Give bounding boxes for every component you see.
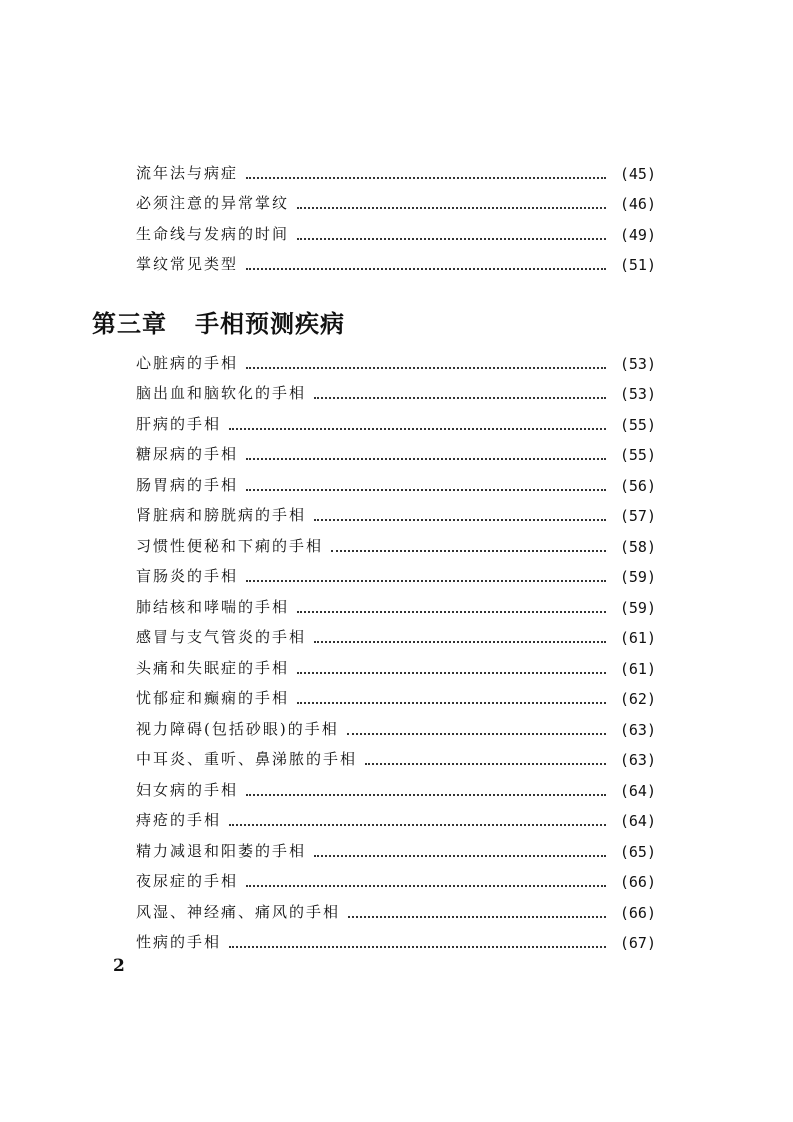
toc-entry — [136, 373, 656, 404]
dot-leader — [314, 509, 606, 521]
dot-leader — [365, 753, 606, 765]
toc-entry-page: (46) — [619, 195, 656, 213]
toc-entry-title: 痔疮的手相 — [136, 811, 222, 829]
toc-entry — [136, 495, 656, 526]
chapter-title: 手相预测疾病 — [195, 310, 345, 338]
dot-leader — [246, 875, 606, 887]
toc-entry-title: 习惯性便秘和下痢的手相 — [136, 536, 324, 555]
toc-entry — [136, 891, 656, 922]
toc-entry-title: 性病的手相 — [136, 933, 222, 951]
toc-entry-title: 肾脏病和膀胱病的手相 — [136, 506, 307, 524]
toc-entry — [136, 861, 656, 892]
toc-entry — [136, 525, 656, 556]
toc-entry-title: 心脏病的手相 — [136, 353, 239, 372]
toc-entry — [136, 830, 656, 861]
dot-leader — [348, 906, 606, 918]
toc-entry — [136, 739, 656, 770]
toc-entry-title: 头痛和失眠症的手相 — [136, 658, 290, 677]
toc-entry-title: 糖尿病的手相 — [136, 445, 239, 463]
toc-entry-page: (49) — [619, 225, 656, 244]
dot-leader — [246, 570, 606, 582]
toc-entry — [136, 769, 656, 800]
toc-entry — [136, 556, 656, 587]
dot-leader — [297, 197, 606, 209]
toc-entry — [136, 213, 656, 244]
toc-entry-title: 风湿、神经痛、痛风的手相 — [136, 902, 341, 921]
toc-entry-page: (55) — [619, 415, 656, 434]
toc-entry-page: (65) — [619, 842, 656, 861]
toc-entry — [136, 403, 656, 434]
toc-entry-title: 中耳炎、重听、鼻涕脓的手相 — [136, 750, 358, 768]
toc-entry-page: (59) — [619, 598, 656, 617]
toc-entry — [136, 586, 656, 617]
dot-leader — [246, 784, 606, 796]
toc-entry — [136, 647, 656, 678]
toc-entry-title: 盲肠炎的手相 — [136, 567, 239, 585]
toc-entry-page: (64) — [619, 812, 656, 830]
toc-entry-page: (59) — [619, 568, 656, 586]
dot-leader — [297, 662, 606, 674]
toc-entry-title: 精力减退和阳萎的手相 — [136, 841, 307, 860]
toc-entry-page: (61) — [619, 629, 656, 647]
toc-entry-page: (61) — [619, 659, 656, 678]
dot-leader — [331, 540, 606, 552]
dot-leader — [246, 357, 606, 369]
toc-entry-page: (63) — [619, 751, 656, 769]
toc-entry-page: (62) — [619, 690, 656, 708]
toc-entry-title: 夜尿症的手相 — [136, 872, 239, 890]
toc-entry — [136, 464, 656, 495]
toc-entry-title: 肠胃病的手相 — [136, 475, 239, 494]
toc-entry — [136, 617, 656, 648]
toc-entry-page: (58) — [619, 537, 656, 556]
dot-leader — [246, 258, 606, 270]
dot-leader — [314, 845, 606, 857]
dot-leader — [314, 631, 606, 643]
toc-entry-page: (56) — [619, 476, 656, 495]
toc-entry-page: (45) — [619, 164, 656, 183]
toc-entry — [136, 152, 656, 183]
toc-entry-page: (57) — [619, 507, 656, 525]
toc-chapter-list — [136, 342, 656, 952]
dot-leader — [229, 814, 606, 826]
toc-entry — [136, 244, 656, 275]
toc-entry-title: 妇女病的手相 — [136, 780, 239, 799]
toc-entry-page: (55) — [619, 446, 656, 464]
toc-entry-title: 肺结核和哮喘的手相 — [136, 597, 290, 616]
toc-entry-title: 肝病的手相 — [136, 414, 222, 433]
chapter-heading — [92, 304, 345, 339]
toc-entry-page: (53) — [619, 385, 656, 403]
toc-entry — [136, 708, 656, 739]
dot-leader — [229, 936, 606, 948]
dot-leader — [297, 228, 606, 240]
toc-entry-page: (63) — [619, 720, 656, 739]
dot-leader — [246, 167, 606, 179]
toc-entry-title: 脑出血和脑软化的手相 — [136, 384, 307, 402]
dot-leader — [297, 601, 606, 613]
toc-entry-page: (64) — [619, 781, 656, 800]
toc-entry — [136, 183, 656, 214]
dot-leader — [229, 418, 606, 430]
toc-top-list — [136, 152, 656, 274]
toc-entry-page: (67) — [619, 934, 656, 952]
toc-entry-title: 掌纹常见类型 — [136, 255, 239, 273]
toc-entry-page: (66) — [619, 873, 656, 891]
toc-entry — [136, 800, 656, 831]
toc-entry-title: 视力障碍(包括砂眼)的手相 — [136, 719, 339, 738]
toc-entry-title: 感冒与支气管炎的手相 — [136, 628, 307, 646]
toc-entry-title: 忧郁症和癫痫的手相 — [136, 689, 290, 707]
toc-entry-title: 流年法与病症 — [136, 163, 239, 182]
toc-entry-page: (53) — [619, 354, 656, 373]
toc-entry-page: (51) — [619, 256, 656, 274]
toc-entry-title: 生命线与发病的时间 — [136, 224, 290, 243]
toc-entry-page: (66) — [619, 903, 656, 922]
chapter-number: 第三章 — [92, 310, 167, 338]
toc-entry — [136, 342, 656, 373]
dot-leader — [297, 692, 606, 704]
dot-leader — [246, 448, 606, 460]
toc-entry-title: 必须注意的异常掌纹 — [136, 194, 290, 212]
toc-entry — [136, 922, 656, 953]
dot-leader — [246, 479, 606, 491]
dot-leader — [314, 387, 606, 399]
toc-entry — [136, 678, 656, 709]
page-number: 2 — [113, 956, 125, 976]
toc-entry — [136, 434, 656, 465]
dot-leader — [347, 723, 606, 735]
